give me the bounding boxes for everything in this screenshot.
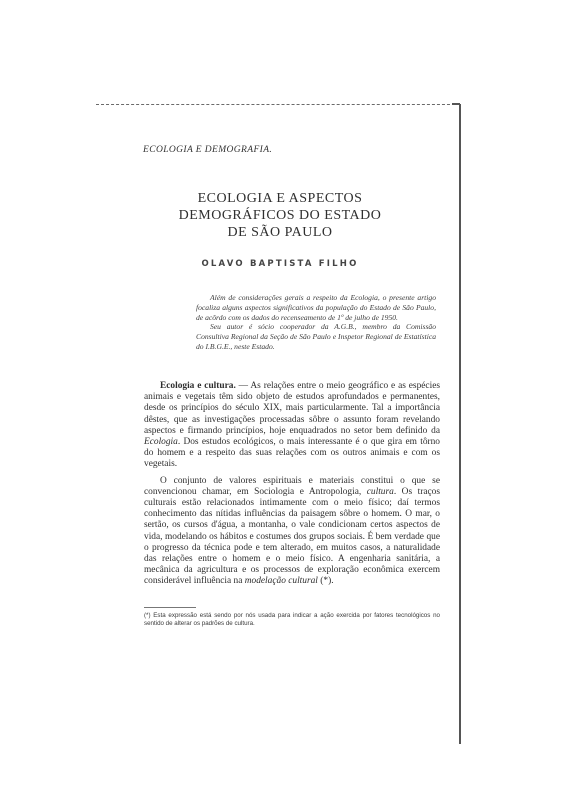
body-emphasis: modelação cultural (244, 576, 318, 587)
body-paragraph (144, 476, 440, 588)
section-tag: ECOLOGIA E DEMOGRAFIA. (143, 145, 273, 155)
footnote-rule (144, 607, 196, 608)
body-text: (*). (317, 576, 334, 587)
body-text: — As relações entre o meio geográfico e as espécies animais e vegetais têm sido objeto de estudos aprofundados e permanentes, desde os princípios do século XIX, mais particularmente. Tal a importância dêstes, que as investigações processadas sôbre o assunto foram revelando aspectos e firmando princípios, hoje enquadrados no setor bem definido da (144, 381, 440, 436)
page-edge-right (459, 104, 461, 744)
page-edge-top (96, 104, 460, 105)
title-line: DEMOGRÁFICOS DO ESTADO (178, 208, 382, 223)
title-line: DE SÃO PAULO (227, 225, 333, 240)
body-text: . Os traços culturais estão relacionados intimamente com o meio físico; daí termos conhecimento das nítidas influências da paisagem sôbre o homem. O mar, o sertão, os cursos d'água, a montanha, o vale condicionam certos aspectos de vida, modelando os hábitos e costumes dos grupos sociais. É bem verdade que o progresso da técnica pode e tem alterado, em muitos casos, a naturalidade das relações entre o homem e o meio físico. A engenharia sanitária, a mecânica da agricultura e os processos de exploração econômica exercem considerável influência na (144, 486, 440, 587)
abstract-paragraph: Além de considerações gerais a respeito da Ecologia, o presente artigo focaliza alguns aspectos significativos da população do Estado de São Paulo, de acôrdo com os dados do recenseamento de 1º de julho de 1950. (196, 293, 436, 322)
abstract (196, 293, 436, 352)
body-emphasis: Ecologia (144, 437, 178, 448)
author-name: OLAVO BAPTISTA FILHO (201, 259, 359, 269)
body-paragraph (144, 381, 440, 471)
title-line: ECOLOGIA E ASPECTOS (197, 191, 363, 206)
section-heading: Ecologia e cultura. (160, 381, 236, 391)
body-emphasis: cultura (366, 486, 394, 497)
body-text: . Dos estudos ecológicos, o mais interessante é o que gira em tôrno do homem e a respeito das suas relações com os outros animais e com os vegetais. (144, 437, 440, 470)
body-text: O conjunto de valores espirituais e materiais constitui o que se convencionou chamar, em Sociologia e Antropologia, (144, 475, 440, 497)
abstract-paragraph: Seu autor é sócio cooperador da A.G.B., membro da Comissão Consultiva Regional da Seção de São Paulo e Inspetor Regional de Estatística do I.B.G.E., neste Estado. (196, 322, 436, 351)
footnote: (*) Esta expressão está sendo por nós usada para indicar a ação exercida por fatores tecnológicos no sentido de alterar os padrões de cultura. (144, 612, 440, 627)
article-body (144, 381, 440, 593)
article-title (150, 190, 410, 241)
